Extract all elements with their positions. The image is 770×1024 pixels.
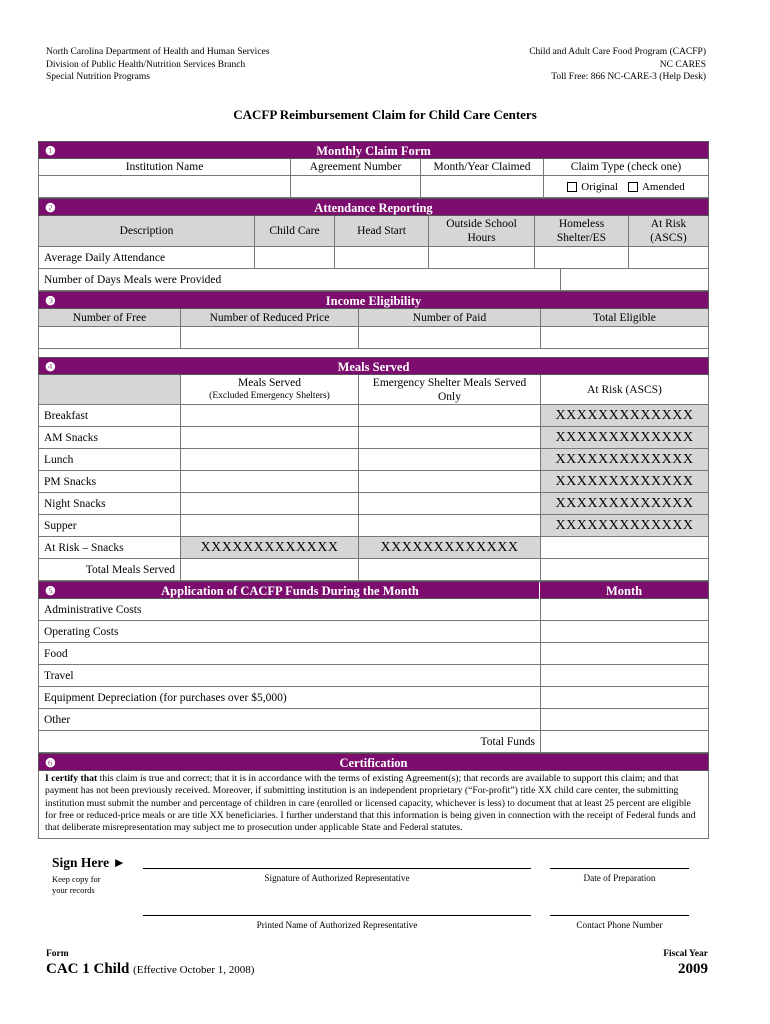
section-4-title: Meals Served	[337, 360, 410, 374]
s3-input-row	[38, 327, 709, 349]
funds-total-row	[38, 731, 709, 753]
total-funds-label: Total Funds	[39, 731, 541, 752]
phone-label: Contact Phone Number	[576, 920, 663, 930]
meals-served-sublabel: (Excluded Emergency Shelters)	[209, 390, 330, 401]
claim-type-options	[544, 176, 708, 197]
free-header: Number of Free	[39, 309, 181, 326]
agency-line-2: Division of Public Health/Nutrition Services Branch	[46, 59, 246, 70]
total-eligible-field[interactable]	[541, 327, 708, 348]
breakfast-shelter-field[interactable]	[359, 405, 541, 426]
outside-school-attendance-field[interactable]	[429, 247, 535, 268]
row-label: AM Snacks	[39, 427, 181, 448]
section-5-number: ❺	[45, 584, 56, 598]
section-6-header	[38, 753, 709, 771]
s2-header-row	[38, 216, 709, 247]
meal-row-breakfast	[38, 405, 709, 427]
fiscal-year-label: Fiscal Year	[663, 949, 708, 959]
blocked-cell: XXXXXXXXXXXXX	[181, 537, 359, 558]
row-label: Equipment Depreciation (for purchases over $5,000)	[39, 687, 541, 708]
certification-body: this claim is true and correct; that it is in accordance with the terms of existing Agreement(s); that records are available to support this claim; and that payment has not been previously received. Moreover, if submitting institution is an independent proprietary (“For-profit”) title XX child care center, the submitting institution must submit the number and percentage of children in care (enrolled or licensed capacity, whichever is less) to document that at least 25 percent are eligible for free or reduced-price meals or are title XX beneficiaries. I further understand that this information is being given in connection with the receipt of Federal funds and that deliberate misrepresentation may subject me to prosecution under applicable State and Federal statutes.	[45, 773, 696, 834]
row-label: Administrative Costs	[39, 599, 541, 620]
header-agency	[46, 46, 269, 84]
paid-header: Number of Paid	[359, 309, 541, 326]
funds-row	[38, 665, 709, 687]
blocked-cell: XXXXXXXXXXXXX	[541, 493, 708, 514]
funds-row	[38, 599, 709, 621]
keep-copy-note	[52, 874, 101, 896]
program-line-1: Child and Adult Care Food Program (CACFP)	[529, 47, 706, 57]
funds-row	[38, 621, 709, 643]
free-field[interactable]	[39, 327, 181, 348]
keep-copy-line-1: Keep copy for	[52, 874, 101, 884]
original-checkbox[interactable]	[567, 182, 577, 192]
at-risk-meals-header: At Risk (ASCS)	[587, 383, 662, 396]
supper-shelter-field[interactable]	[359, 515, 541, 536]
row-label: Total Meals Served	[39, 559, 181, 580]
signature-label: Signature of Authorized Representative	[264, 873, 410, 883]
amended-label: Amended	[641, 180, 685, 193]
agency-line-3: Special Nutrition Programs	[46, 72, 150, 82]
section-2-title: Attendance Reporting	[314, 201, 433, 215]
certification-statement	[38, 771, 709, 839]
night-snacks-shelter-field[interactable]	[359, 493, 541, 514]
effective-date: (Effective October 1, 2008)	[133, 964, 255, 976]
paid-field[interactable]	[359, 327, 541, 348]
row-label: At Risk – Snacks	[39, 537, 181, 558]
row-label: Breakfast	[39, 405, 181, 426]
meal-row-night-snacks	[38, 493, 709, 515]
section-2-header	[38, 198, 709, 216]
administrative-costs-field[interactable]	[541, 599, 708, 620]
row-label: PM Snacks	[39, 471, 181, 492]
row-label: Average Daily Attendance	[39, 247, 255, 268]
section-6-title: Certification	[339, 756, 408, 770]
signature-line[interactable]	[143, 868, 531, 869]
claim-type-header: Claim Type (check one)	[570, 161, 682, 173]
printed-name-line[interactable]	[143, 915, 531, 916]
section-3-number: ❸	[45, 294, 56, 308]
child-care-attendance-field[interactable]	[255, 247, 335, 268]
total-meals-field[interactable]	[181, 559, 359, 580]
program-line-3: Toll Free: 866 NC-CARE-3 (Help Desk)	[551, 72, 706, 82]
blocked-cell: XXXXXXXXXXXXX	[541, 449, 708, 470]
lunch-meals-field[interactable]	[181, 449, 359, 470]
head-start-header: Head Start	[335, 216, 429, 246]
funds-row	[38, 709, 709, 731]
operating-costs-field[interactable]	[541, 621, 708, 642]
program-line-2: NC CARES	[659, 59, 706, 70]
footer-fiscal-year	[663, 949, 708, 978]
phone-line[interactable]	[550, 915, 689, 916]
s4-header-row	[38, 375, 709, 405]
form-label: Form	[46, 949, 69, 959]
breakfast-meals-field[interactable]	[181, 405, 359, 426]
meal-row-at-risk-snacks	[38, 537, 709, 559]
pm-snacks-meals-field[interactable]	[181, 471, 359, 492]
funds-row	[38, 643, 709, 665]
row-label: Other	[39, 709, 541, 730]
s1-header-row	[38, 159, 709, 176]
meal-row-am-snacks	[38, 427, 709, 449]
form-name-line	[46, 961, 254, 978]
supper-meals-field[interactable]	[181, 515, 359, 536]
description-header: Description	[39, 216, 255, 246]
at-risk-header: At Risk (ASCS)	[650, 218, 687, 244]
certification-lead: I certify that	[45, 773, 98, 784]
row-label: Operating Costs	[39, 621, 541, 642]
printed-name-label: Printed Name of Authorized Representative	[256, 920, 418, 930]
institution-name-header: Institution Name	[39, 159, 291, 175]
night-snacks-meals-field[interactable]	[181, 493, 359, 514]
amended-checkbox[interactable]	[628, 182, 638, 192]
total-shelter-field[interactable]	[359, 559, 541, 580]
keep-copy-line-2: your records	[52, 885, 95, 895]
section-6-number: ❻	[45, 756, 56, 770]
section-2-number: ❷	[45, 201, 56, 215]
lunch-shelter-field[interactable]	[359, 449, 541, 470]
equipment-depreciation-field[interactable]	[541, 687, 708, 708]
row-label: Food	[39, 643, 541, 664]
row-label: Lunch	[39, 449, 181, 470]
date-label: Date of Preparation	[583, 873, 656, 883]
footer-form-id	[46, 949, 254, 978]
section-4-number: ❹	[45, 360, 56, 374]
meal-row-total	[38, 559, 709, 581]
row-label: Supper	[39, 515, 181, 536]
at-risk-attendance-field[interactable]	[629, 247, 708, 268]
at-risk-snacks-field[interactable]	[541, 537, 708, 558]
reduced-header: Number of Reduced Price	[181, 309, 359, 326]
header-program	[529, 46, 706, 84]
meal-row-supper	[38, 515, 709, 537]
total-funds-field[interactable]	[541, 731, 708, 752]
travel-field[interactable]	[541, 665, 708, 686]
blocked-cell: XXXXXXXXXXXXX	[541, 427, 708, 448]
form-title: CACFP Reimbursement Claim for Child Care Centers	[233, 107, 537, 122]
am-snacks-shelter-field[interactable]	[359, 427, 541, 448]
row-label: Night Snacks	[39, 493, 181, 514]
section-4-header	[38, 357, 709, 375]
date-line[interactable]	[550, 868, 689, 869]
total-eligible-header: Total Eligible	[593, 311, 656, 324]
s3-header-row	[38, 309, 709, 327]
s1-input-row	[38, 176, 709, 198]
food-field[interactable]	[541, 643, 708, 664]
days-meals-field[interactable]	[561, 269, 708, 290]
month-column-header: Month	[539, 582, 708, 600]
meals-served-header	[181, 375, 359, 404]
row-label: Travel	[39, 665, 541, 686]
am-snacks-meals-field[interactable]	[181, 427, 359, 448]
section-1-header	[38, 141, 709, 159]
agreement-number-header: Agreement Number	[291, 159, 421, 175]
homeless-attendance-field[interactable]	[535, 247, 629, 268]
section-1-number: ❶	[45, 144, 56, 158]
outside-school-header: Outside School Hours	[429, 216, 535, 246]
other-field[interactable]	[541, 709, 708, 730]
blocked-cell: XXXXXXXXXXXXX	[541, 471, 708, 492]
agreement-number-field[interactable]	[291, 176, 421, 197]
meal-row-lunch	[38, 449, 709, 471]
blocked-cell: XXXXXXXXXXXXX	[541, 405, 708, 426]
claim-form	[38, 141, 709, 839]
meal-row-pm-snacks	[38, 471, 709, 493]
section-5-title: Application of CACFP Funds During the Month	[161, 584, 419, 598]
emergency-shelter-header: Emergency Shelter Meals Served Only	[359, 375, 541, 404]
s2-row-attendance	[38, 247, 709, 269]
month-year-field[interactable]	[421, 176, 544, 197]
total-at-risk-field[interactable]	[541, 559, 708, 580]
child-care-header: Child Care	[255, 216, 335, 246]
original-label: Original	[581, 180, 618, 193]
section-3-header	[38, 291, 709, 309]
homeless-shelter-header: Homeless Shelter/ES	[535, 216, 629, 246]
meals-served-label: Meals Served	[238, 376, 301, 389]
blocked-cell: XXXXXXXXXXXXX	[359, 537, 541, 558]
form-name: CAC 1 Child	[46, 961, 130, 977]
fiscal-year-value: 2009	[678, 961, 708, 977]
agency-line-1: North Carolina Department of Health and Human Services	[46, 47, 270, 57]
section-5-header	[38, 581, 709, 599]
s2-row-days	[38, 269, 709, 291]
head-start-attendance-field[interactable]	[335, 247, 429, 268]
section-3-title: Income Eligibility	[325, 294, 422, 308]
funds-row	[38, 687, 709, 709]
sign-here-label: Sign Here ►	[52, 855, 126, 870]
pm-snacks-shelter-field[interactable]	[359, 471, 541, 492]
blocked-cell: XXXXXXXXXXXXX	[541, 515, 708, 536]
row-label: Number of Days Meals were Provided	[39, 269, 561, 290]
institution-name-field[interactable]	[39, 176, 291, 197]
month-year-header: Month/Year Claimed	[421, 159, 544, 175]
section-1-title: Monthly Claim Form	[316, 144, 431, 158]
reduced-field[interactable]	[181, 327, 359, 348]
